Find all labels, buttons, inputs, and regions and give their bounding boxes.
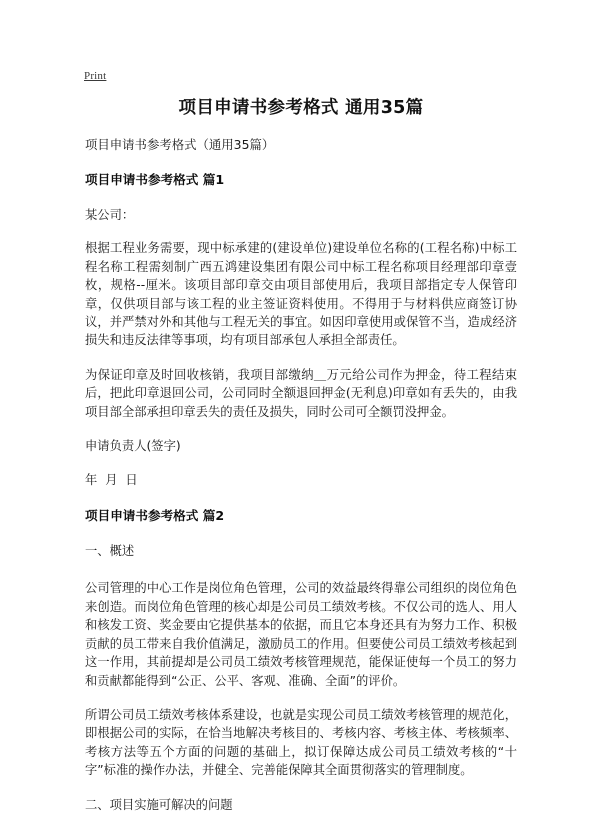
print-link[interactable]: Print xyxy=(84,70,107,82)
section-heading-2: 项目申请书参考格式 篇2 xyxy=(85,508,225,524)
signature-line: 申请负责人(签字) xyxy=(85,439,181,454)
document-subtitle: 项目申请书参考格式（通用35篇） xyxy=(85,137,275,152)
date-line: 年 月 日 xyxy=(85,473,140,488)
section-1-paragraph-2: 为保证印章及时回收核销，我项目部缴纳＿万元给公司作为押金，待工程结束后，把此印章退回公司，公司同时全额退回押金(无利息)印章如有丢失的，由我项目部全部承担印章丢失的责任及损失，同时公司可全额罚没押金。 xyxy=(85,367,517,419)
salutation-1: 某公司： xyxy=(85,208,135,222)
section-2-paragraph-1: 公司管理的中心工作是岗位角色管理，公司的效益最终得靠公司组织的岗位角色来创造。而岗位角色管理的核心却是公司员工绩效考核。不仅公司的选人、用人和核发工资、奖金要由它提供基本的依据，而且它本身还具有为努力工作、积极贡献的员工带来自我价值满足，激励员工的作用。但要使公司员工绩效考核起到这一作用，其前提却是公司员工绩效考核管理规范，能保证使每一个员工的努力和贡献都能得到“公正、公平、客观、准确、全面”的评价。 xyxy=(85,581,517,688)
section-2-paragraph-2: 所谓公司员工绩效考核体系建设，也就是实现公司员工绩效考核管理的规范化，即根据公司的实际，在恰当地解决考核目的、考核内容、考核主体、考核频率、考核方法等五个方面的问题的基础上，拟订保障达成公司员工绩效考核的“十字”标准的操作办法，并健全、完善能保障其全面贯彻落实的管理制度。 xyxy=(85,707,517,778)
section-2-subheading-2: 二、项目实施可解决的问题 xyxy=(85,797,233,812)
page-title: 项目申请书参考格式 通用35篇 xyxy=(178,98,424,118)
section-2-subheading-1: 一、概述 xyxy=(85,544,135,559)
document-content xyxy=(85,96,517,830)
section-heading-1: 项目申请书参考格式 篇1 xyxy=(85,172,225,187)
section-1-paragraph-1: 根据工程业务需要，现中标承建的(建设单位)建设单位名称的(工程名称)中标工程名称工程需刻制广西五鸿建设集团有限公司中标工程名称项目经理部印章壹枚，规格--厘米。该项目部印章交由项目部使用后，我项目部指定专人保管印章，仅供项目部与该工程的业主签证资料使用。不得用于与材料供应商签订协议，并严禁对外和其他与工程无关的事宜。如因印章使用或保管不当，造成经济损失和违反法律等事项，均有项目部承包人承担全部责任。 xyxy=(85,241,517,348)
